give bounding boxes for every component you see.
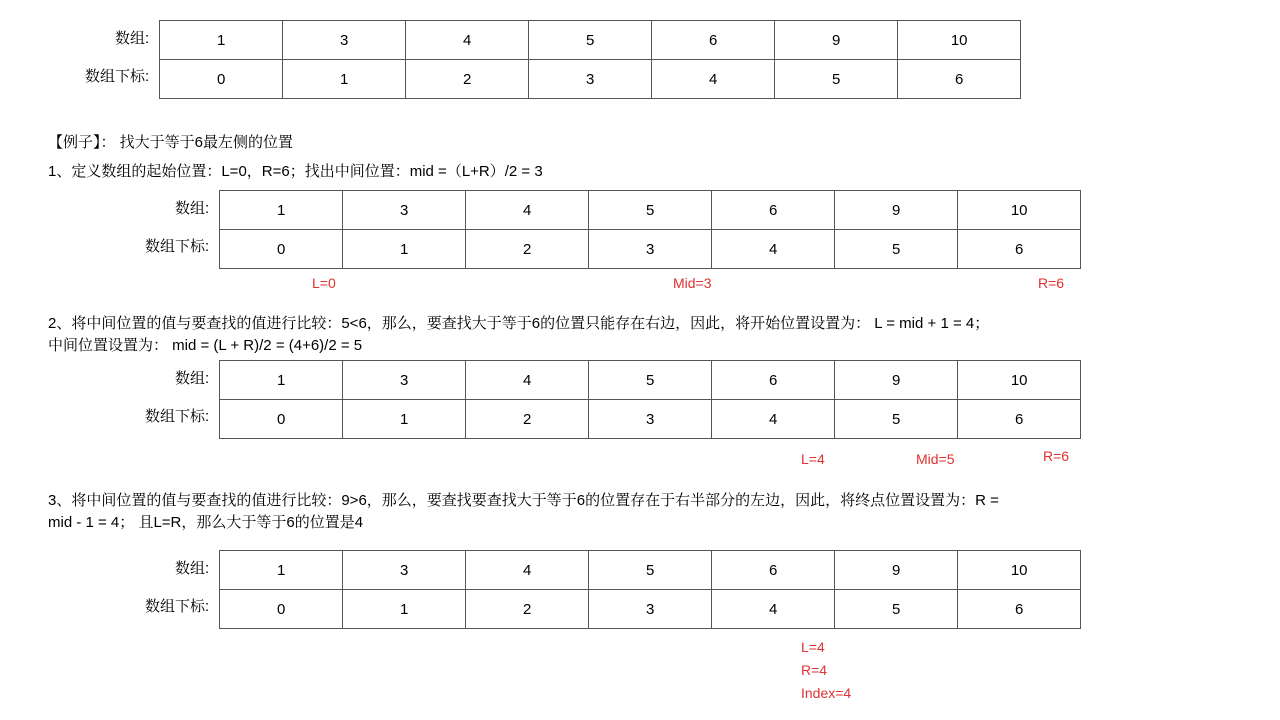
array-cell: 4 bbox=[466, 361, 589, 400]
step1-text: 1、定义数组的起始位置：L=0，R=6；找出中间位置：mid =（L+R）/2 = 3 bbox=[48, 163, 543, 180]
array-cell: 4 bbox=[466, 191, 589, 230]
table-row-indices bbox=[220, 400, 1081, 439]
marker-Mid-step1: Mid=3 bbox=[673, 275, 712, 291]
row-label-index: 数组下标: bbox=[145, 238, 210, 255]
array-cell: 1 bbox=[220, 361, 343, 400]
marker-R-step3: R=4 bbox=[801, 662, 828, 678]
index-cell: 2 bbox=[466, 230, 589, 269]
array-cell: 9 bbox=[775, 21, 898, 60]
array-table-step1 bbox=[145, 190, 1081, 269]
index-cell: 5 bbox=[775, 60, 898, 99]
array-grid bbox=[219, 190, 1081, 269]
index-cell: 0 bbox=[220, 230, 343, 269]
step3-text-line2: mid - 1 = 4； 且L=R，那么大于等于6的位置是4 bbox=[48, 514, 364, 531]
array-cell: 5 bbox=[589, 361, 712, 400]
row-label-array: 数组: bbox=[115, 30, 150, 47]
table-row-indices bbox=[220, 590, 1081, 629]
index-cell: 2 bbox=[466, 400, 589, 439]
step2-text-line1: 2、将中间位置的值与要查找的值进行比较：5<6，那么，要查找大于等于6的位置只能存在右边，因此，将开始位置设置为： L = mid + 1 = 4； bbox=[48, 315, 990, 332]
row-label-column bbox=[145, 190, 219, 266]
array-cell: 5 bbox=[589, 551, 712, 590]
row-label-column bbox=[145, 360, 219, 436]
index-cell: 0 bbox=[160, 60, 283, 99]
index-cell: 1 bbox=[343, 400, 466, 439]
row-label-index: 数组下标: bbox=[85, 68, 150, 85]
row-label-array: 数组: bbox=[175, 370, 210, 387]
row-label-index: 数组下标: bbox=[145, 408, 210, 425]
row-label-array: 数组: bbox=[175, 560, 210, 577]
index-cell: 4 bbox=[712, 400, 835, 439]
marker-L-step1: L=0 bbox=[312, 275, 336, 291]
table-row-values bbox=[220, 551, 1081, 590]
index-cell: 2 bbox=[406, 60, 529, 99]
array-table-step2 bbox=[145, 360, 1081, 439]
index-cell: 1 bbox=[343, 590, 466, 629]
row-label-column bbox=[85, 20, 159, 96]
array-cell: 4 bbox=[406, 21, 529, 60]
marker-L-step2: L=4 bbox=[801, 451, 825, 467]
array-table-top bbox=[85, 20, 1021, 99]
array-cell: 10 bbox=[958, 361, 1081, 400]
index-cell: 1 bbox=[283, 60, 406, 99]
index-cell: 1 bbox=[343, 230, 466, 269]
array-cell: 1 bbox=[160, 21, 283, 60]
array-cell: 9 bbox=[835, 361, 958, 400]
row-label-array: 数组: bbox=[175, 200, 210, 217]
array-cell: 6 bbox=[712, 191, 835, 230]
array-cell: 10 bbox=[958, 191, 1081, 230]
array-grid bbox=[219, 550, 1081, 629]
index-cell: 3 bbox=[589, 590, 712, 629]
index-cell: 6 bbox=[958, 230, 1081, 269]
array-cell: 6 bbox=[652, 21, 775, 60]
array-table-step3 bbox=[145, 550, 1081, 629]
array-cell: 3 bbox=[283, 21, 406, 60]
array-grid bbox=[219, 360, 1081, 439]
example-title: 【例子】： 找大于等于6最左侧的位置 bbox=[48, 134, 294, 151]
array-cell: 5 bbox=[529, 21, 652, 60]
array-cell: 9 bbox=[835, 551, 958, 590]
index-cell: 4 bbox=[712, 590, 835, 629]
index-cell: 2 bbox=[466, 590, 589, 629]
array-cell: 3 bbox=[343, 191, 466, 230]
index-cell: 5 bbox=[835, 230, 958, 269]
index-cell: 4 bbox=[712, 230, 835, 269]
index-cell: 6 bbox=[958, 590, 1081, 629]
step3-text-line1: 3、将中间位置的值与要查找的值进行比较：9>6，那么，要查找要查找大于等于6的位置存在于右半部分的左边，因此，将终点位置设置为：R = bbox=[48, 492, 999, 509]
array-cell: 6 bbox=[712, 361, 835, 400]
array-cell: 9 bbox=[835, 191, 958, 230]
index-cell: 5 bbox=[835, 400, 958, 439]
marker-R-step1: R=6 bbox=[1038, 275, 1065, 291]
row-label-index: 数组下标: bbox=[145, 598, 210, 615]
array-cell: 10 bbox=[898, 21, 1021, 60]
array-cell: 4 bbox=[466, 551, 589, 590]
step2-text-line2: 中间位置设置为： mid = (L + R)/2 = (4+6)/2 = 5 bbox=[48, 337, 363, 354]
index-cell: 0 bbox=[220, 400, 343, 439]
table-row-indices bbox=[160, 60, 1021, 99]
table-row-values bbox=[220, 191, 1081, 230]
table-row-values bbox=[220, 361, 1081, 400]
row-label-column bbox=[145, 550, 219, 626]
index-cell: 0 bbox=[220, 590, 343, 629]
array-grid bbox=[159, 20, 1021, 99]
marker-R-step2: R=6 bbox=[1043, 448, 1070, 464]
table-row-values bbox=[160, 21, 1021, 60]
array-cell: 1 bbox=[220, 551, 343, 590]
index-cell: 5 bbox=[835, 590, 958, 629]
index-cell: 6 bbox=[898, 60, 1021, 99]
array-cell: 1 bbox=[220, 191, 343, 230]
index-cell: 6 bbox=[958, 400, 1081, 439]
array-cell: 3 bbox=[343, 361, 466, 400]
index-cell: 3 bbox=[529, 60, 652, 99]
index-cell: 4 bbox=[652, 60, 775, 99]
array-cell: 10 bbox=[958, 551, 1081, 590]
marker-L-step3: L=4 bbox=[801, 639, 825, 655]
marker-Mid-step2: Mid=5 bbox=[916, 451, 955, 467]
index-cell: 3 bbox=[589, 400, 712, 439]
array-cell: 3 bbox=[343, 551, 466, 590]
marker-Index-step3: Index=4 bbox=[801, 685, 852, 701]
table-row-indices bbox=[220, 230, 1081, 269]
index-cell: 3 bbox=[589, 230, 712, 269]
array-cell: 6 bbox=[712, 551, 835, 590]
array-cell: 5 bbox=[589, 191, 712, 230]
